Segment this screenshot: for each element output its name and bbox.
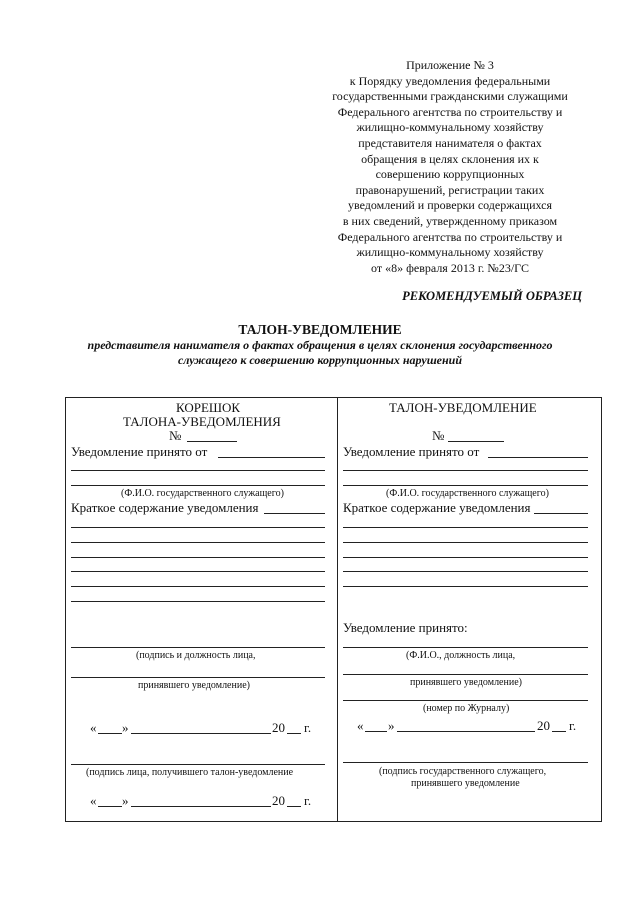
stub-number-field[interactable]	[187, 441, 237, 442]
appendix-line: от «8» февраля 2013 г. №23/ГС	[371, 260, 529, 275]
stub-date-day-field[interactable]	[98, 733, 122, 734]
coupon-received-from-label: Уведомление принято от	[343, 444, 480, 459]
coupon-fio-position-line[interactable]	[343, 647, 588, 648]
stub-summary-line[interactable]	[71, 586, 325, 587]
coupon-received-from-field[interactable]	[488, 457, 588, 458]
stub-heading-2: ТАЛОНА-УВЕДОМЛЕНИЯ	[123, 414, 281, 429]
appendix-line: совершению коррупционных	[375, 167, 525, 182]
stub-date-day-field-2[interactable]	[98, 806, 122, 807]
coupon-accepted-caption: принявшего уведомление)	[410, 677, 522, 688]
stub-summary-label: Краткое содержание уведомления	[71, 500, 259, 515]
coupon-journal-line[interactable]	[343, 700, 588, 701]
appendix-line: к Порядку уведомления федеральными	[349, 73, 551, 88]
stub-recipient-line[interactable]	[71, 764, 325, 765]
form-title: ТАЛОН-УВЕДОМЛЕНИЕ	[238, 322, 402, 337]
coupon-summary-line[interactable]	[343, 542, 588, 543]
stub-summary-line[interactable]	[71, 557, 325, 558]
coupon-date-close: »	[388, 718, 395, 733]
coupon-summary-line[interactable]	[343, 586, 588, 587]
coupon-date-year-suffix: г.	[569, 718, 577, 733]
form-subtitle: представителя нанимателя о фактах обращения в целях склонения государственного служащего к совершению коррупционных нарушений	[87, 338, 553, 367]
stub-number-label: №	[169, 428, 182, 443]
stub-received-from-field[interactable]	[218, 457, 325, 458]
coupon-accepted-label: Уведомление принято:	[343, 620, 468, 635]
stub-summary-field[interactable]	[264, 513, 325, 514]
stub-date-year-2: 20	[272, 793, 285, 808]
stub-heading: КОРЕШОК	[176, 400, 241, 415]
coupon-number-label: №	[432, 428, 445, 443]
appendix-line: жилищно-коммунальному хозяйству	[356, 120, 544, 135]
stub-sign-caption: (подпись и должность лица,	[136, 650, 256, 661]
stub-summary-line[interactable]	[71, 542, 325, 543]
coupon-heading: ТАЛОН-УВЕДОМЛЕНИЕ	[389, 400, 537, 415]
stub-date-year: 20	[272, 720, 285, 735]
stub-date-year-suffix-2: г.	[304, 793, 312, 808]
appendix-line: Приложение № 3	[406, 58, 494, 72]
stub-date-year-field[interactable]	[287, 733, 301, 734]
appendix-line: Федерального агентства по строительству и	[337, 104, 563, 119]
stub-date-open: «	[90, 720, 97, 735]
stub-date-month-field[interactable]	[131, 733, 271, 734]
stub-summary-line[interactable]	[71, 571, 325, 572]
sample-label: РЕКОМЕНДУЕМЫЙ ОБРАЗЕЦ	[402, 289, 582, 303]
coupon-date-year-field[interactable]	[552, 731, 566, 732]
coupon-summary-label: Краткое содержание уведомления	[343, 500, 531, 515]
appendix-line: жилищно-коммунальному хозяйству	[356, 245, 544, 260]
appendix-line: уведомлений и проверки содержащихся	[347, 198, 553, 213]
coupon-summary-line[interactable]	[343, 527, 588, 528]
appendix-line: государственными гражданскими служащими	[332, 89, 568, 104]
stub-date-close: »	[122, 720, 129, 735]
stub-fio-caption: (Ф.И.О. государственного служащего)	[121, 488, 284, 499]
coupon-number-field[interactable]	[448, 441, 504, 442]
appendix-line: представителя нанимателя о фактах	[358, 135, 542, 150]
appendix-line: в них сведений, утвержденному приказом	[342, 213, 558, 228]
stub-date-month-field-2[interactable]	[131, 806, 271, 807]
stub-signature-line[interactable]	[71, 677, 325, 678]
stub-sign-caption-2: принявшего уведомление)	[138, 680, 250, 691]
coupon-summary-line[interactable]	[343, 557, 588, 558]
coupon-accepted-line[interactable]	[343, 674, 588, 675]
appendix-line: правонарушений, регистрации таких	[355, 182, 545, 197]
stub-summary-line[interactable]	[71, 527, 325, 528]
coupon-date-open: «	[357, 718, 364, 733]
stub-received-from-label: Уведомление принято от	[71, 444, 208, 459]
stub-date-year-suffix: г.	[304, 720, 312, 735]
stub-date-year-field-2[interactable]	[287, 806, 301, 807]
coupon-fio-caption: (Ф.И.О. государственного служащего)	[386, 488, 549, 499]
stub-summary-line[interactable]	[71, 601, 325, 602]
stub-fio-line[interactable]	[71, 485, 325, 486]
stub-fio-line[interactable]	[71, 470, 325, 471]
coupon-date-month-field[interactable]	[397, 731, 535, 732]
form-frame	[65, 397, 602, 822]
stub-recipient-caption: (подпись лица, получившего талон-уведомление	[86, 767, 294, 778]
coupon-fio-line[interactable]	[343, 485, 588, 486]
coupon-date-year: 20	[537, 718, 550, 733]
form-divider	[337, 397, 338, 822]
appendix-line: Федерального агентства по строительству и	[337, 229, 563, 244]
appendix-line: обращения в целях склонения их к	[361, 151, 539, 166]
appendix-header	[300, 58, 600, 276]
coupon-signature-caption-2: принявшего уведомление	[411, 778, 520, 789]
coupon-date-day-field[interactable]	[365, 731, 387, 732]
stub-signature-line[interactable]	[71, 647, 325, 648]
coupon-summary-field[interactable]	[534, 513, 588, 514]
coupon-fio-position-caption: (Ф.И.О., должность лица,	[406, 650, 516, 661]
coupon-signature-line[interactable]	[343, 762, 588, 763]
stub-date-close-2: »	[122, 793, 129, 808]
coupon-journal-caption: (номер по Журналу)	[423, 703, 510, 714]
coupon-fio-line[interactable]	[343, 470, 588, 471]
stub-date-open-2: «	[90, 793, 97, 808]
coupon-summary-line[interactable]	[343, 571, 588, 572]
coupon-signature-caption: (подпись государственного служащего,	[379, 766, 547, 777]
